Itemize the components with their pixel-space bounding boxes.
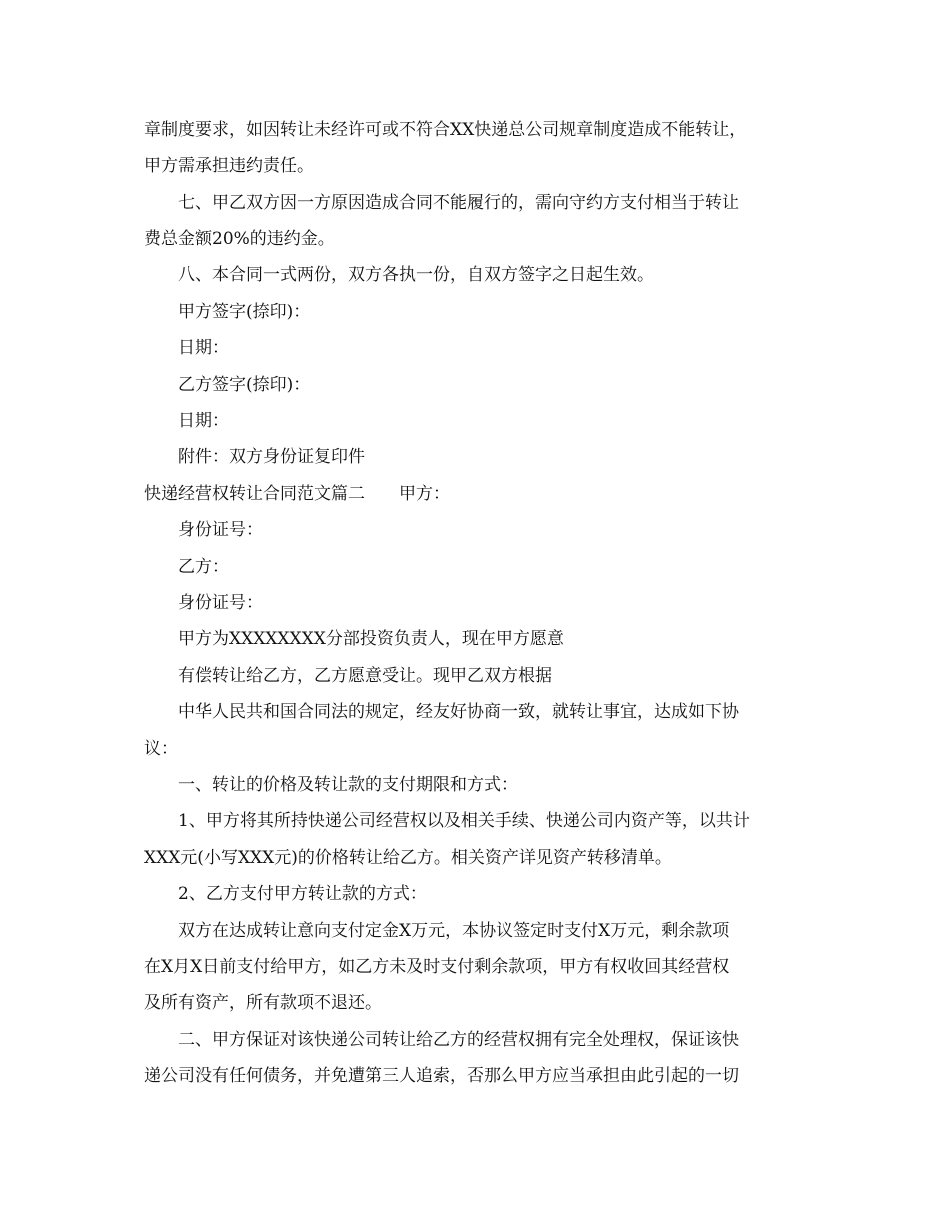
text-line: 费总金额20%的违约金。 [144, 229, 335, 249]
text-line: 在X月X日前支付给甲方，如乙方未及时支付剩余款项，甲方有权收回其经营权 [144, 957, 730, 977]
text-line: 有偿转让给乙方，乙方愿意受让。现甲乙双方根据 [178, 666, 552, 686]
attachment-line: 附件：双方身份证复印件 [178, 447, 365, 467]
text-line: 议： [144, 739, 178, 759]
text-line: 乙方： [178, 557, 229, 577]
text-line: 身份证号： [178, 520, 263, 540]
text-line: XXX元(小写XXX元)的价格转让给乙方。相关资产详见资产转移清单。 [144, 848, 672, 868]
text-line: 及所有资产，所有款项不退还。 [144, 993, 382, 1013]
text-line: 身份证号： [178, 593, 263, 613]
text-line: 1、甲方将其所持快递公司经营权以及相关手续、快递公司内资产等，以共计 [178, 811, 750, 831]
date-line: 日期： [178, 411, 229, 431]
signature-line-party-b: 乙方签字(捺印)： [178, 375, 311, 395]
text-line: 七、甲乙双方因一方原因造成合同不能履行的，需向守约方支付相当于转让 [178, 193, 739, 213]
text-line: 2、乙方支付甲方转让款的方式： [178, 884, 427, 904]
text-line: 甲方需承担违约责任。 [144, 156, 314, 176]
signature-line-party-a: 甲方签字(捺印)： [178, 302, 311, 322]
section-heading: 快递经营权转让合同范文篇二 甲方： [144, 484, 450, 504]
text-line: 二、甲方保证对该快递公司转让给乙方的经营权拥有完全处理权，保证该快 [178, 1030, 739, 1050]
text-line: 章制度要求，如因转让未经许可或不符合XX快递总公司规章制度造成不能转让， [144, 120, 747, 140]
date-line: 日期： [178, 338, 229, 358]
text-line: 一、转让的价格及转让款的支付期限和方式： [178, 775, 518, 795]
text-line: 双方在达成转让意向支付定金X万元，本协议签定时支付X万元，剩余款项 [178, 921, 730, 941]
text-line: 八、本合同一式两份，双方各执一份，自双方签字之日起生效。 [178, 265, 654, 285]
text-line: 甲方为XXXXXXXX分部投资负责人，现在甲方愿意 [178, 629, 564, 649]
text-line: 递公司没有任何债务，并免遭第三人追索，否那么甲方应当承担由此引起的一切 [144, 1066, 739, 1086]
text-line: 中华人民共和国合同法的规定，经友好协商一致，就转让事宜，达成如下协 [178, 702, 739, 722]
